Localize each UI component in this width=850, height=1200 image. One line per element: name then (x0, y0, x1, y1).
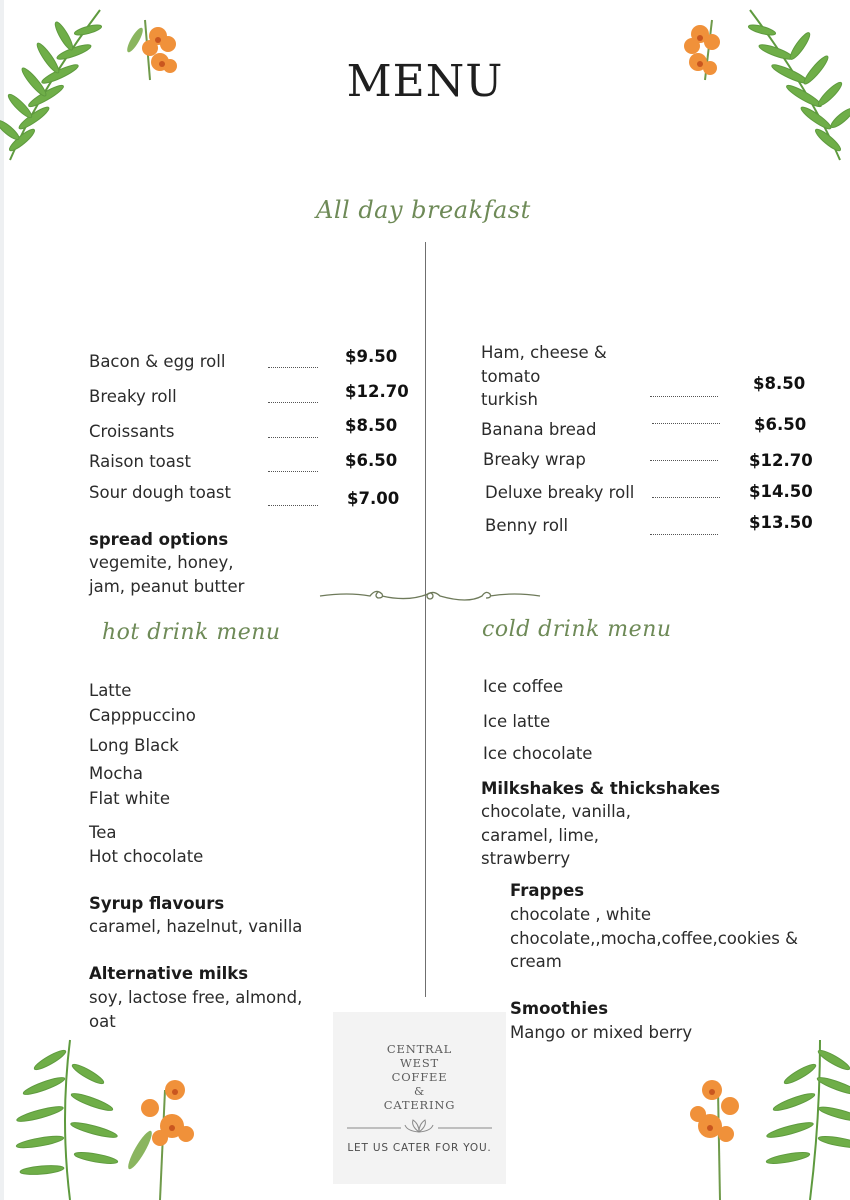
menu-item-price: $6.50 (754, 415, 807, 434)
business-logo (333, 1012, 506, 1184)
drink-item: Long Black (89, 736, 179, 755)
menu-item-name: Benny roll (485, 516, 569, 535)
menu-item-name: Deluxe breaky roll (485, 483, 635, 502)
drink-item: Ice chocolate (483, 744, 593, 763)
menu-item-price: $8.50 (753, 374, 806, 393)
menu-item-price: $7.00 (347, 489, 400, 508)
menu-item-price: $12.70 (749, 451, 813, 470)
menu-item-name: Raison toast (89, 452, 191, 471)
menu-item-name: Sour dough toast (89, 483, 231, 502)
menu-item-price: $12.70 (345, 382, 409, 401)
frappes-heading: Frappes (510, 881, 585, 900)
menu-item-name: Banana bread (481, 420, 597, 439)
leader-dots (650, 534, 718, 535)
spread-heading: spread options (89, 530, 229, 549)
center-divider (425, 242, 426, 997)
menu-item-price: $9.50 (345, 347, 398, 366)
page-edge (0, 0, 4, 1200)
menu-item-price: $13.50 (749, 513, 813, 532)
menu-item-name: Croissants (89, 422, 175, 441)
leader-dots (268, 367, 318, 368)
milks-heading: Alternative milks (89, 964, 249, 983)
fern-flower-decoration-bottom-right (660, 1030, 850, 1200)
drink-item: Mocha (89, 764, 143, 783)
shakes-text: chocolate, vanilla, caramel, lime, strawberry (481, 802, 632, 868)
drink-item: Flat white (89, 789, 171, 808)
menu-item-name: Breaky wrap (483, 450, 586, 469)
drink-item: Ice coffee (483, 677, 564, 696)
breakfast-heading: All day breakfast (316, 196, 531, 224)
drink-item: Tea (89, 823, 117, 842)
drink-item: Capppuccino (89, 706, 196, 725)
leader-dots (268, 437, 318, 438)
hot-drink-heading: hot drink menu (102, 620, 281, 645)
drink-item: Hot chocolate (89, 847, 204, 866)
fern-flower-decoration-bottom-left (0, 1030, 210, 1200)
smoothies-text: Mango or mixed berry (510, 1023, 693, 1042)
leader-dots (268, 402, 318, 403)
flourish-divider (318, 584, 542, 606)
leader-dots (652, 423, 720, 424)
frappes-text: chocolate , white chocolate,,mocha,coffee,cookies & cream (510, 905, 798, 971)
lotus-icon (347, 1118, 492, 1134)
menu-item-price: $6.50 (345, 451, 398, 470)
menu-item-name: Bacon & egg roll (89, 352, 226, 371)
menu-item-name: Breaky roll (89, 387, 177, 406)
business-tagline: LET US CATER FOR YOU. (347, 1142, 492, 1154)
leader-dots (650, 460, 718, 461)
business-name: CENTRAL WEST COFFEE & CATERING (383, 1042, 456, 1112)
syrup-heading: Syrup flavours (89, 894, 225, 913)
milks-text: soy, lactose free, almond, oat (89, 988, 303, 1031)
menu-item-price: $8.50 (345, 416, 398, 435)
drink-item: Ice latte (483, 712, 551, 731)
leader-dots (650, 396, 718, 397)
drink-item: Latte (89, 681, 132, 700)
leader-dots (268, 471, 318, 472)
cold-drink-heading: cold drink menu (482, 617, 672, 642)
spread-text: vegemite, honey, jam, peanut butter (89, 553, 245, 596)
menu-title: MENU (346, 56, 504, 107)
leader-dots (652, 497, 720, 498)
leader-dots (268, 505, 318, 506)
menu-item-price: $14.50 (749, 482, 813, 501)
smoothies-heading: Smoothies (510, 999, 609, 1018)
shakes-heading: Milkshakes & thickshakes (481, 779, 721, 798)
menu-item-name: Ham, cheese & tomato turkish (481, 343, 607, 409)
syrup-text: caramel, hazelnut, vanilla (89, 917, 303, 936)
